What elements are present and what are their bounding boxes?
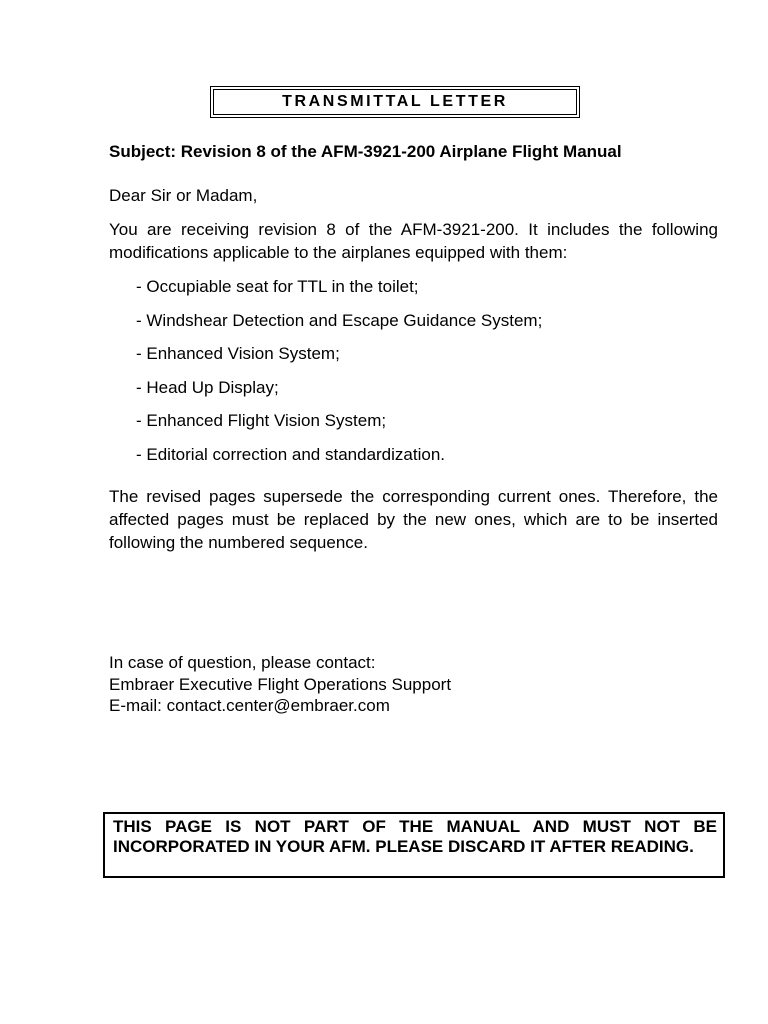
- greeting: Dear Sir or Madam,: [109, 186, 258, 205]
- title-box: [210, 86, 580, 118]
- contact-email: E-mail: contact.center@embraer.com: [109, 696, 390, 715]
- contact-intro: In case of question, please contact:: [109, 653, 376, 672]
- intro-paragraph: You are receiving revision 8 of the AFM-3921-200. It includes the following modifications applicable to the airplanes equipped with them:: [109, 220, 718, 262]
- list-item: - Windshear Detection and Escape Guidance System;: [136, 310, 543, 330]
- discard-notice: [103, 812, 725, 878]
- subject-line: Subject: Revision 8 of the AFM-3921-200 Airplane Flight Manual: [109, 142, 622, 161]
- list-item: - Enhanced Flight Vision System;: [136, 411, 387, 431]
- modifications-list: [136, 275, 542, 477]
- contact-organization: Embraer Executive Flight Operations Support: [109, 674, 452, 694]
- revised-pages-paragraph: The revised pages supersede the corresponding current ones. Therefore, the affected pages must be replaced by the new ones, which are to be inserted following the numbered sequence.: [109, 487, 718, 552]
- contact-block: [109, 652, 718, 717]
- list-item: - Editorial correction and standardization.: [136, 444, 445, 464]
- page-title: TRANSMITTAL LETTER: [213, 89, 577, 115]
- discard-notice-text: THIS PAGE IS NOT PART OF THE MANUAL AND MUST NOT BE INCORPORATED IN YOUR AFM. PLEASE DISCARD IT AFTER READING.: [113, 817, 717, 856]
- list-item: - Enhanced Vision System;: [136, 344, 340, 364]
- list-item: - Occupiable seat for TTL in the toilet;: [136, 277, 419, 296]
- list-item: - Head Up Display;: [136, 377, 279, 397]
